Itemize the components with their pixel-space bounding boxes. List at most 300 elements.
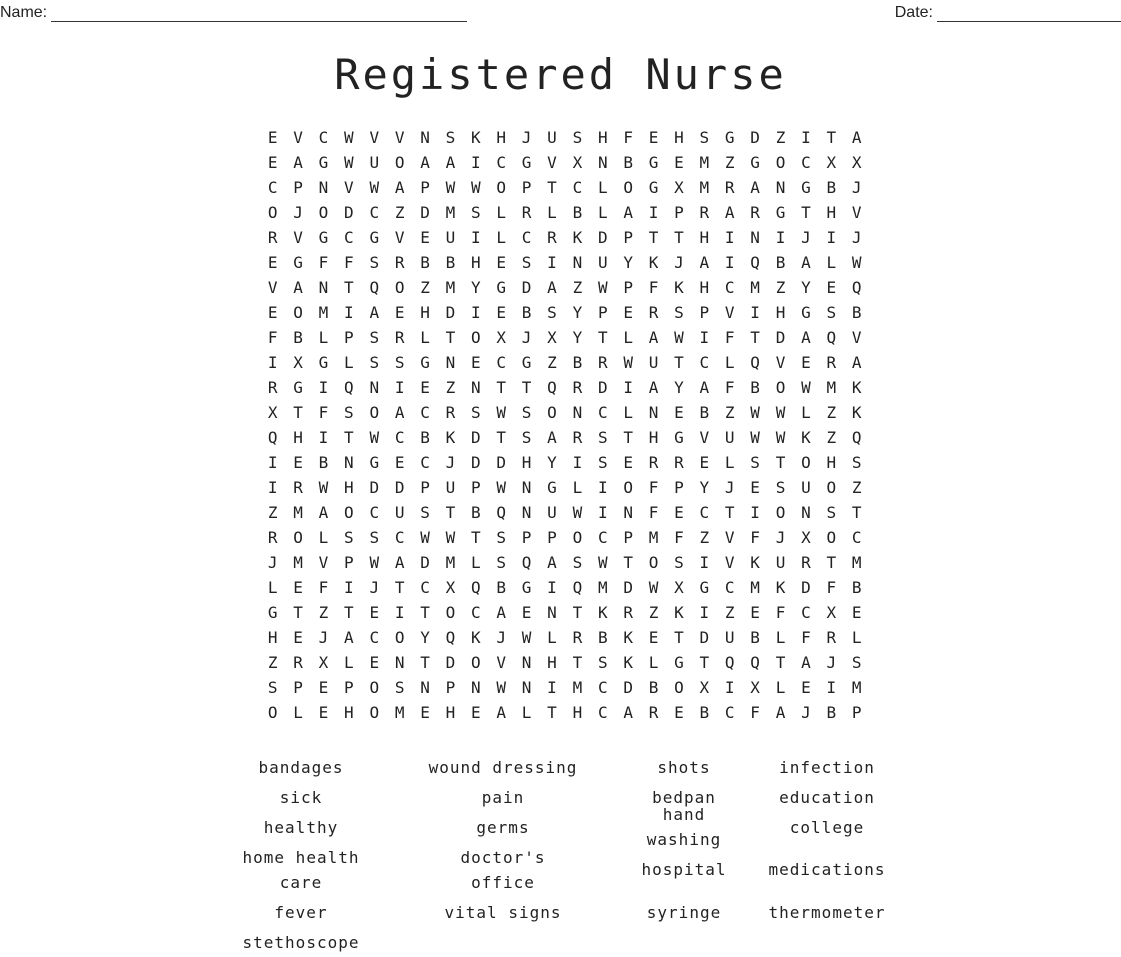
grid-letter: E (674, 153, 684, 172)
grid-letter: J (826, 653, 837, 672)
grid-letter: I (699, 553, 710, 572)
grid-letter: U (547, 503, 557, 522)
grid-letter: P (623, 528, 633, 547)
grid-letter: S (674, 553, 684, 572)
grid-letter: Z (547, 353, 557, 372)
grid-row (260, 275, 869, 300)
grid-letter: L (623, 328, 633, 347)
grid-letter: H (521, 453, 532, 472)
grid-letter: C (801, 603, 811, 622)
grid-letter: P (521, 528, 532, 547)
grid-letter: I (394, 378, 405, 397)
grid-letter: N (623, 503, 633, 522)
grid-letter: J (851, 228, 862, 247)
grid-letter: S (572, 128, 583, 147)
grid-letter: S (521, 403, 532, 422)
grid-letter: K (623, 628, 633, 647)
grid-letter: E (471, 353, 481, 372)
grid-letter: L (496, 203, 507, 222)
grid-letter: I (750, 503, 760, 522)
grid-letter: Q (826, 328, 837, 347)
grid-letter: A (851, 353, 862, 372)
grid-letter: C (699, 353, 710, 372)
grid-letter: E (318, 703, 329, 722)
grid-row (260, 425, 869, 450)
grid-letter: W (420, 528, 430, 547)
grid-letter: B (775, 253, 786, 272)
grid-letter: S (471, 203, 481, 222)
grid-letter: P (344, 328, 354, 347)
grid-letter: Z (826, 403, 837, 422)
grid-letter: B (318, 453, 329, 472)
grid-letter: S (344, 403, 354, 422)
grid-letter: O (293, 528, 303, 547)
grid-letter: E (623, 303, 633, 322)
date-field[interactable] (895, 4, 1121, 22)
grid-letter: E (623, 453, 633, 472)
grid-letter: O (623, 478, 633, 497)
grid-letter: I (471, 303, 481, 322)
grid-row (260, 125, 869, 150)
grid-letter: S (775, 478, 786, 497)
grid-letter: R (648, 703, 659, 722)
grid-letter: T (623, 553, 633, 572)
grid-letter: Q (851, 428, 862, 447)
grid-letter: R (801, 553, 811, 572)
grid-letter: A (394, 553, 405, 572)
grid-letter: N (369, 378, 380, 397)
grid-letter: O (572, 528, 583, 547)
grid-letter: E (471, 703, 481, 722)
grid-letter: J (851, 178, 862, 197)
grid-letter: N (750, 228, 760, 247)
grid-letter: P (674, 478, 684, 497)
grid-letter: H (344, 703, 354, 722)
grid-letter: A (750, 178, 760, 197)
grid-letter: W (623, 353, 633, 372)
grid-letter: A (623, 703, 633, 722)
grid-letter: D (597, 378, 608, 397)
word-item: germs (476, 817, 530, 837)
grid-letter: S (369, 528, 380, 547)
grid-letter: B (851, 303, 862, 322)
word-item: education (779, 787, 875, 807)
grid-letter: C (344, 228, 354, 247)
grid-letter: W (344, 153, 354, 172)
grid-letter: C (572, 178, 583, 197)
grid-letter: Y (547, 453, 557, 472)
grid-letter: X (851, 153, 862, 172)
grid-letter: W (775, 403, 786, 422)
grid-letter: A (496, 703, 507, 722)
word-list-row (230, 752, 920, 782)
grid-letter: W (597, 553, 608, 572)
grid-letter: P (344, 678, 354, 697)
grid-letter: Q (572, 578, 583, 597)
grid-letter: P (293, 178, 303, 197)
grid-letter: W (344, 128, 354, 147)
grid-letter: W (597, 278, 608, 297)
grid-letter: H (420, 303, 430, 322)
grid-letter: Q (471, 578, 481, 597)
grid-letter: C (597, 528, 608, 547)
grid-letter: U (801, 478, 811, 497)
grid-letter: U (724, 428, 735, 447)
grid-letter: B (750, 378, 760, 397)
grid-letter: K (851, 403, 862, 422)
grid-letter: E (420, 703, 430, 722)
grid-letter: N (775, 178, 786, 197)
grid-letter: I (699, 603, 710, 622)
word-item: bedpan (652, 787, 716, 807)
grid-letter: L (724, 353, 735, 372)
grid-letter: B (648, 678, 659, 697)
date-label: Date: (894, 4, 933, 21)
grid-letter: C (801, 153, 811, 172)
grid-letter: Q (750, 353, 760, 372)
grid-letter: B (826, 178, 837, 197)
grid-letter: I (826, 678, 837, 697)
grid-letter: B (445, 253, 456, 272)
grid-letter: J (318, 628, 329, 647)
grid-letter: B (699, 403, 710, 422)
grid-letter: Q (851, 278, 862, 297)
grid-letter: O (775, 378, 786, 397)
grid-letter: L (496, 228, 507, 247)
grid-letter: H (445, 703, 456, 722)
word-item: infection (779, 757, 875, 777)
grid-letter: L (267, 578, 278, 597)
grid-row (260, 475, 869, 500)
grid-letter: S (597, 453, 608, 472)
grid-letter: W (445, 178, 456, 197)
grid-letter: E (267, 303, 278, 322)
grid-letter: V (724, 528, 735, 547)
grid-letter: T (293, 603, 303, 622)
name-field[interactable] (0, 4, 467, 22)
grid-letter: J (496, 628, 507, 647)
grid-letter: V (851, 328, 862, 347)
grid-letter: W (851, 253, 862, 272)
grid-row (260, 700, 869, 725)
grid-letter: X (445, 578, 456, 597)
grid-letter: W (318, 478, 329, 497)
grid-letter: B (572, 203, 583, 222)
grid-letter: P (420, 478, 430, 497)
grid-letter: C (267, 178, 278, 197)
grid-letter: Z (775, 128, 786, 147)
grid-letter: Q (369, 278, 380, 297)
grid-letter: S (521, 253, 532, 272)
word-item: fever (274, 902, 328, 922)
grid-letter: W (369, 178, 380, 197)
grid-letter: C (369, 503, 380, 522)
grid-letter: V (394, 128, 405, 147)
grid-letter: Y (674, 378, 684, 397)
grid-letter: V (496, 653, 507, 672)
grid-letter: N (471, 678, 481, 697)
grid-letter: E (674, 403, 684, 422)
grid-letter: O (369, 403, 380, 422)
grid-letter: O (674, 678, 684, 697)
grid-row (260, 650, 869, 675)
grid-letter: J (775, 528, 786, 547)
grid-letter: I (344, 578, 354, 597)
grid-letter: G (267, 603, 278, 622)
grid-letter: E (318, 678, 329, 697)
word-list-row (230, 842, 920, 897)
grid-letter: S (826, 303, 837, 322)
grid-letter: M (851, 553, 862, 572)
grid-letter: B (496, 578, 507, 597)
grid-letter: P (521, 178, 532, 197)
grid-letter: U (724, 628, 735, 647)
grid-letter: E (750, 478, 760, 497)
grid-letter: G (521, 153, 532, 172)
page-title: Registered Nurse (334, 50, 787, 99)
grid-letter: Z (420, 278, 430, 297)
grid-letter: N (420, 128, 430, 147)
grid-letter: E (369, 653, 380, 672)
grid-letter: W (750, 403, 760, 422)
grid-letter: U (597, 253, 608, 272)
grid-letter: S (597, 428, 608, 447)
grid-letter: O (369, 703, 380, 722)
grid-letter: Z (648, 603, 659, 622)
grid-letter: A (420, 153, 430, 172)
grid-letter: F (775, 603, 786, 622)
grid-letter: W (369, 428, 380, 447)
grid-letter: G (420, 353, 430, 372)
grid-row (260, 175, 869, 200)
grid-letter: R (572, 628, 583, 647)
grid-letter: M (293, 553, 303, 572)
word-item: hand washing (646, 805, 722, 849)
grid-letter: L (318, 328, 329, 347)
grid-letter: F (648, 278, 659, 297)
grid-letter: T (750, 328, 760, 347)
word-list-row (230, 805, 920, 849)
grid-letter: F (826, 578, 837, 597)
grid-letter: T (724, 503, 735, 522)
grid-letter: F (267, 328, 278, 347)
grid-letter: M (699, 178, 710, 197)
grid-letter: I (572, 453, 583, 472)
grid-letter: Y (699, 478, 710, 497)
grid-letter: B (420, 428, 430, 447)
grid-letter: T (699, 653, 710, 672)
grid-letter: A (547, 428, 557, 447)
date-blank-line[interactable] (937, 5, 1121, 22)
grid-letter: F (648, 503, 659, 522)
grid-letter: J (445, 453, 456, 472)
grid-letter: U (775, 553, 786, 572)
grid-row (260, 525, 869, 550)
grid-letter: E (521, 603, 532, 622)
grid-letter: G (674, 428, 684, 447)
grid-letter: Z (267, 653, 278, 672)
grid-letter: T (674, 353, 684, 372)
grid-letter: F (801, 628, 811, 647)
grid-letter: N (471, 378, 481, 397)
grid-letter: G (750, 153, 760, 172)
grid-letter: G (699, 578, 710, 597)
grid-letter: E (293, 628, 303, 647)
grid-letter: Q (496, 503, 507, 522)
word-item: hospital (641, 860, 727, 879)
grid-letter: H (267, 628, 278, 647)
grid-row (260, 325, 869, 350)
grid-letter: H (648, 428, 659, 447)
grid-letter: Z (572, 278, 583, 297)
grid-letter: D (344, 203, 354, 222)
grid-row (260, 150, 869, 175)
grid-letter: X (699, 678, 710, 697)
grid-letter: I (344, 303, 354, 322)
grid-letter: K (750, 553, 760, 572)
grid-letter: C (496, 153, 507, 172)
grid-letter: J (801, 228, 811, 247)
grid-letter: D (623, 678, 633, 697)
grid-letter: M (394, 703, 405, 722)
grid-letter: Z (724, 603, 735, 622)
grid-letter: N (394, 653, 405, 672)
grid-letter: P (699, 303, 710, 322)
grid-letter: Z (267, 503, 278, 522)
word-item: vital signs (444, 902, 562, 922)
grid-letter: Y (420, 628, 430, 647)
grid-letter: R (648, 453, 659, 472)
grid-letter: S (445, 128, 456, 147)
grid-letter: T (420, 653, 430, 672)
name-blank-line[interactable] (51, 5, 467, 22)
grid-letter: N (572, 253, 583, 272)
grid-letter: X (750, 678, 760, 697)
grid-letter: K (572, 228, 583, 247)
grid-letter: E (267, 128, 278, 147)
grid-letter: X (496, 328, 507, 347)
grid-letter: S (394, 678, 405, 697)
word-item: wound dressing (428, 757, 578, 777)
grid-letter: Y (572, 303, 583, 322)
grid-letter: R (394, 253, 405, 272)
grid-letter: C (724, 578, 735, 597)
grid-letter: W (471, 178, 481, 197)
grid-letter: L (572, 478, 583, 497)
grid-letter: C (597, 678, 608, 697)
grid-letter: I (775, 228, 786, 247)
grid-letter: G (801, 178, 811, 197)
word-item: shots (657, 757, 711, 777)
grid-letter: T (496, 428, 507, 447)
grid-letter: H (674, 128, 684, 147)
grid-letter: N (801, 503, 811, 522)
grid-letter: L (521, 703, 532, 722)
grid-letter: O (267, 703, 278, 722)
grid-letter: L (801, 403, 811, 422)
grid-letter: L (344, 353, 354, 372)
grid-letter: R (267, 228, 278, 247)
grid-letter: S (851, 653, 862, 672)
grid-letter: I (267, 453, 278, 472)
grid-row (260, 375, 869, 400)
grid-letter: H (826, 453, 837, 472)
grid-letter: H (344, 478, 354, 497)
grid-letter: D (420, 553, 430, 572)
grid-letter: R (267, 528, 278, 547)
grid-letter: A (394, 403, 405, 422)
grid-letter: V (369, 128, 380, 147)
grid-letter: I (267, 478, 278, 497)
word-item: medications (768, 860, 886, 879)
grid-letter: E (293, 453, 303, 472)
grid-letter: T (648, 228, 659, 247)
grid-letter: C (496, 353, 507, 372)
grid-letter: F (750, 703, 760, 722)
grid-letter: C (724, 703, 735, 722)
grid-letter: A (801, 653, 811, 672)
grid-letter: O (293, 303, 303, 322)
grid-letter: A (547, 553, 557, 572)
grid-letter: D (471, 453, 481, 472)
grid-letter: K (801, 428, 811, 447)
grid-letter: T (344, 428, 354, 447)
grid-letter: T (547, 703, 557, 722)
grid-row (260, 225, 869, 250)
grid-letter: I (547, 578, 557, 597)
grid-letter: D (699, 628, 710, 647)
grid-row (260, 450, 869, 475)
grid-letter: H (471, 253, 481, 272)
grid-row (260, 675, 869, 700)
grid-letter: P (344, 553, 354, 572)
grid-letter: D (775, 328, 786, 347)
grid-letter: W (369, 553, 380, 572)
grid-letter: O (801, 453, 811, 472)
grid-letter: Z (445, 378, 456, 397)
grid-letter: E (699, 453, 710, 472)
grid-letter: I (471, 153, 481, 172)
grid-letter: V (775, 353, 786, 372)
grid-letter: W (496, 403, 507, 422)
grid-letter: U (445, 228, 456, 247)
grid-letter: N (521, 653, 532, 672)
grid-letter: C (471, 603, 481, 622)
grid-letter: I (318, 378, 329, 397)
grid-letter: R (572, 378, 583, 397)
grid-letter: Z (318, 603, 329, 622)
grid-letter: L (293, 703, 303, 722)
grid-letter: Y (471, 278, 481, 297)
grid-letter: M (699, 153, 710, 172)
word-item: pain (481, 787, 525, 807)
grid-letter: E (267, 253, 278, 272)
grid-letter: J (293, 203, 303, 222)
grid-letter: C (597, 403, 608, 422)
grid-letter: H (597, 128, 608, 147)
grid-letter: A (801, 328, 811, 347)
grid-letter: O (471, 653, 481, 672)
grid-letter: R (445, 403, 456, 422)
grid-letter: F (344, 253, 354, 272)
grid-letter: P (597, 303, 608, 322)
grid-letter: S (597, 653, 608, 672)
grid-letter: O (775, 503, 786, 522)
grid-letter: G (724, 128, 735, 147)
grid-letter: G (521, 578, 532, 597)
grid-letter: K (775, 578, 786, 597)
grid-letter: Q (547, 378, 557, 397)
